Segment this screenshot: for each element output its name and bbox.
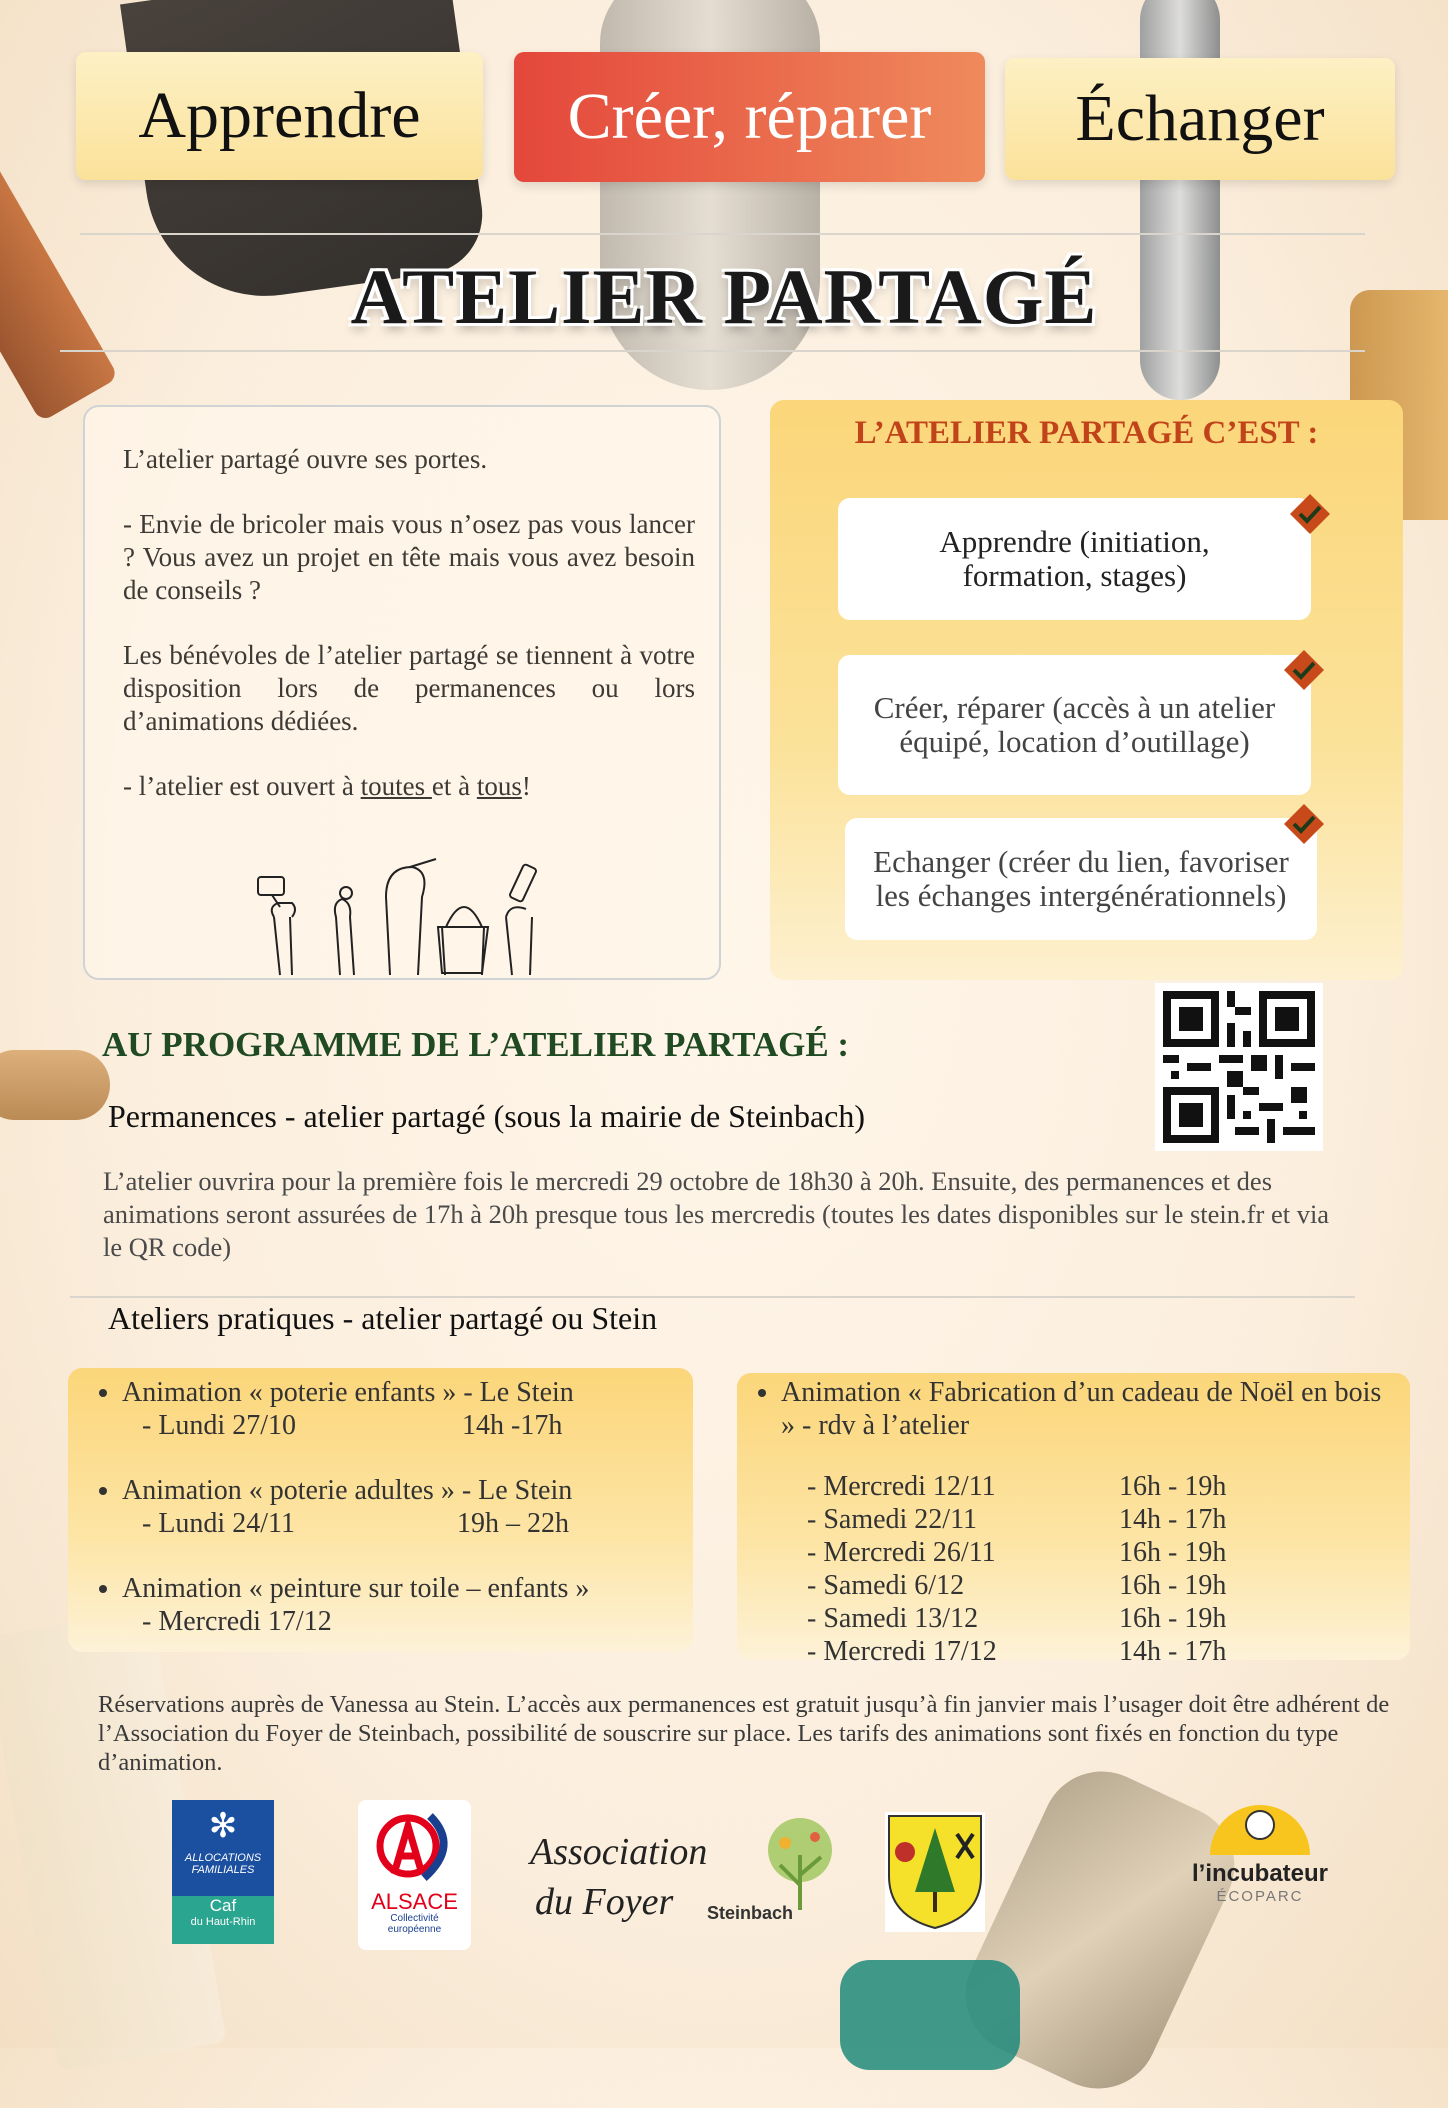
- caf-text: FAMILIALES: [191, 1864, 255, 1876]
- caf-text: ALLOCATIONS: [184, 1852, 262, 1864]
- animation-time: 14h -17h: [462, 1410, 563, 1441]
- check-badge-icon: [1282, 648, 1326, 692]
- animations-list: [737, 1376, 1410, 1442]
- reservation-text: Réservations auprès de Vanessa au Stein. L’accès aux permanences est gratuit jusqu’à fin janvier mais l’usager doit être adhérent de l’Association du Foyer de Steinbach, possibilité de souscrire sur place. Les tarifs des animations sont fixés en fonction du type d’animation.: [98, 1691, 1390, 1776]
- tag-creer-reparer: [514, 52, 985, 182]
- session-row: [807, 1503, 1410, 1536]
- intro-paragraph: Les bénévoles de l’atelier partagé se tiennent à votre disposition lors de permanences ou lors d’animations dédiées.: [123, 640, 695, 736]
- cest-card: [845, 818, 1317, 940]
- caf-band: [172, 1896, 274, 1944]
- animation-item: [122, 1376, 693, 1442]
- animation-right-box: [737, 1373, 1410, 1667]
- session-list: [737, 1470, 1410, 1668]
- animation-time: 19h – 22h: [457, 1508, 569, 1539]
- animation-schedule: [122, 1507, 693, 1540]
- steinbach-coat-of-arms-icon: [885, 1812, 985, 1932]
- intro-paragraph: - Envie de bricoler mais vous n’osez pas vous lancer ? Vous avez un projet en tête mais vous avez besoin de conseils ?: [123, 509, 695, 605]
- session-date: - Mercredi 17/12: [807, 1636, 997, 1667]
- foyer-text: Association: [530, 1831, 708, 1873]
- session-row: [807, 1602, 1410, 1635]
- tag-label: Créer, réparer: [567, 80, 932, 153]
- divider: [70, 1296, 1355, 1298]
- cest-box: [770, 400, 1403, 980]
- hands-holding-tools-icon: [250, 857, 550, 977]
- green-handle-decoration: [840, 1960, 1020, 2070]
- underlined-text: tous: [476, 771, 522, 801]
- caf-text: Caf: [209, 1896, 237, 1915]
- cest-heading: L’ATELIER PARTAGÉ C’EST :: [854, 415, 1319, 451]
- session-time: 14h - 17h: [1119, 1504, 1227, 1535]
- animation-date: - Lundi 24/11: [142, 1508, 295, 1539]
- tag-apprendre: [76, 52, 483, 180]
- tag-echanger: [1005, 58, 1395, 180]
- animations-list: [68, 1376, 693, 1638]
- animation-title: • Animation « poterie enfants » - Le Stein: [122, 1377, 574, 1408]
- programme-heading: AU PROGRAMME DE L’ATELIER PARTAGÉ :: [102, 1025, 850, 1064]
- session-time: 16h - 19h: [1119, 1570, 1227, 1601]
- animation-date: - Mercredi 17/12: [142, 1606, 332, 1637]
- divider: [60, 350, 1365, 352]
- cest-card: [838, 655, 1311, 795]
- session-row: [807, 1635, 1410, 1668]
- cest-card-text: Echanger (créer du lien, favoriser les échanges intergénérationnels): [873, 844, 1289, 913]
- incubateur-text: l’incubateur: [1191, 1860, 1329, 1887]
- animations-left-box: [68, 1368, 693, 1652]
- permanences-text: L’atelier ouvrira pour la première fois le mercredi 29 octobre de 18h30 à 20h. Ensuite, des permanences et des animations seront assurées de 17h à 20h presque tous les mercredis (toutes les dates disponibles sur le stein.fr et via le QR code): [103, 1166, 1330, 1262]
- tree-icon: [755, 1815, 845, 1915]
- session-date: - Mercredi 12/11: [807, 1471, 996, 1502]
- session-date: - Samedi 13/12: [807, 1603, 979, 1634]
- text: !: [521, 771, 531, 801]
- animation-title: • Animation « Fabrication d’un cadeau de Noël en bois » - rdv à l’atelier: [781, 1377, 1382, 1441]
- tag-label: Apprendre: [138, 79, 421, 152]
- permanences-title: Permanences - atelier partagé (sous la mairie de Steinbach): [108, 1098, 865, 1134]
- text: - l’atelier est ouvert à: [123, 771, 361, 801]
- animation-date: - Lundi 27/10: [142, 1410, 296, 1441]
- qr-code-icon[interactable]: [1155, 983, 1323, 1151]
- animation-schedule: [122, 1409, 693, 1442]
- session-date: - Mercredi 26/11: [807, 1537, 996, 1568]
- wooden-knob-decoration: [0, 1050, 110, 1120]
- animation-item: [122, 1572, 693, 1638]
- session-time: 16h - 19h: [1119, 1471, 1227, 1502]
- alsace-text: européenne: [387, 1924, 442, 1935]
- foyer-text: du Foyer: [535, 1881, 674, 1923]
- alsace-logo: [358, 1800, 471, 1950]
- cest-card-text: Créer, réparer (accès à un atelier équipé, location d’outillage): [873, 690, 1276, 759]
- cest-card-text: Apprendre (initiation, formation, stages): [939, 524, 1210, 593]
- intro-box: [83, 405, 721, 980]
- session-date: - Samedi 22/11: [807, 1504, 978, 1535]
- intro-paragraph-open: [85, 770, 719, 803]
- foyer-text: Steinbach: [707, 1903, 794, 1923]
- session-date: - Samedi 6/12: [807, 1570, 965, 1601]
- text: et à: [431, 771, 477, 801]
- check-badge-icon: [1288, 492, 1332, 536]
- session-row: [807, 1470, 1410, 1503]
- animation-schedule: [122, 1605, 693, 1638]
- session-time: 14h - 17h: [1119, 1636, 1227, 1667]
- session-time: 16h - 19h: [1119, 1603, 1227, 1634]
- session-row: [807, 1569, 1410, 1602]
- incubateur-logo: [1180, 1795, 1340, 1925]
- alsace-text: ALSACE: [371, 1889, 458, 1914]
- session-row: [807, 1536, 1410, 1569]
- alsace-text: Collectivité: [390, 1913, 439, 1924]
- intro-paragraph: L’atelier partagé ouvre ses portes.: [123, 444, 488, 474]
- underlined-text: toutes: [360, 771, 432, 801]
- ateliers-title: Ateliers pratiques - atelier partagé ou Stein: [108, 1300, 658, 1336]
- animation-title: • Animation « peinture sur toile – enfants »: [122, 1573, 590, 1604]
- lightbulb-icon: [1205, 1795, 1315, 1855]
- caf-logo: [172, 1800, 274, 1944]
- alsace-a-icon: [370, 1806, 460, 1886]
- session-time: 16h - 19h: [1119, 1537, 1227, 1568]
- tag-label: Échanger: [1075, 82, 1325, 155]
- incubateur-text: ÉCOPARC: [1216, 1888, 1304, 1905]
- cest-card: [838, 498, 1311, 620]
- caf-people-icon: ✻: [208, 1807, 238, 1845]
- page-title: ATELIER PARTAGÉ: [350, 253, 1098, 340]
- animation-item: [122, 1474, 693, 1540]
- check-badge-icon: [1282, 802, 1326, 846]
- divider: [80, 233, 1365, 235]
- association-foyer-logo: [525, 1825, 855, 1940]
- animation-title: • Animation « poterie adultes » - Le Stein: [122, 1475, 573, 1506]
- caf-text: du Haut-Rhin: [190, 1916, 256, 1928]
- animation-item: [781, 1376, 1400, 1442]
